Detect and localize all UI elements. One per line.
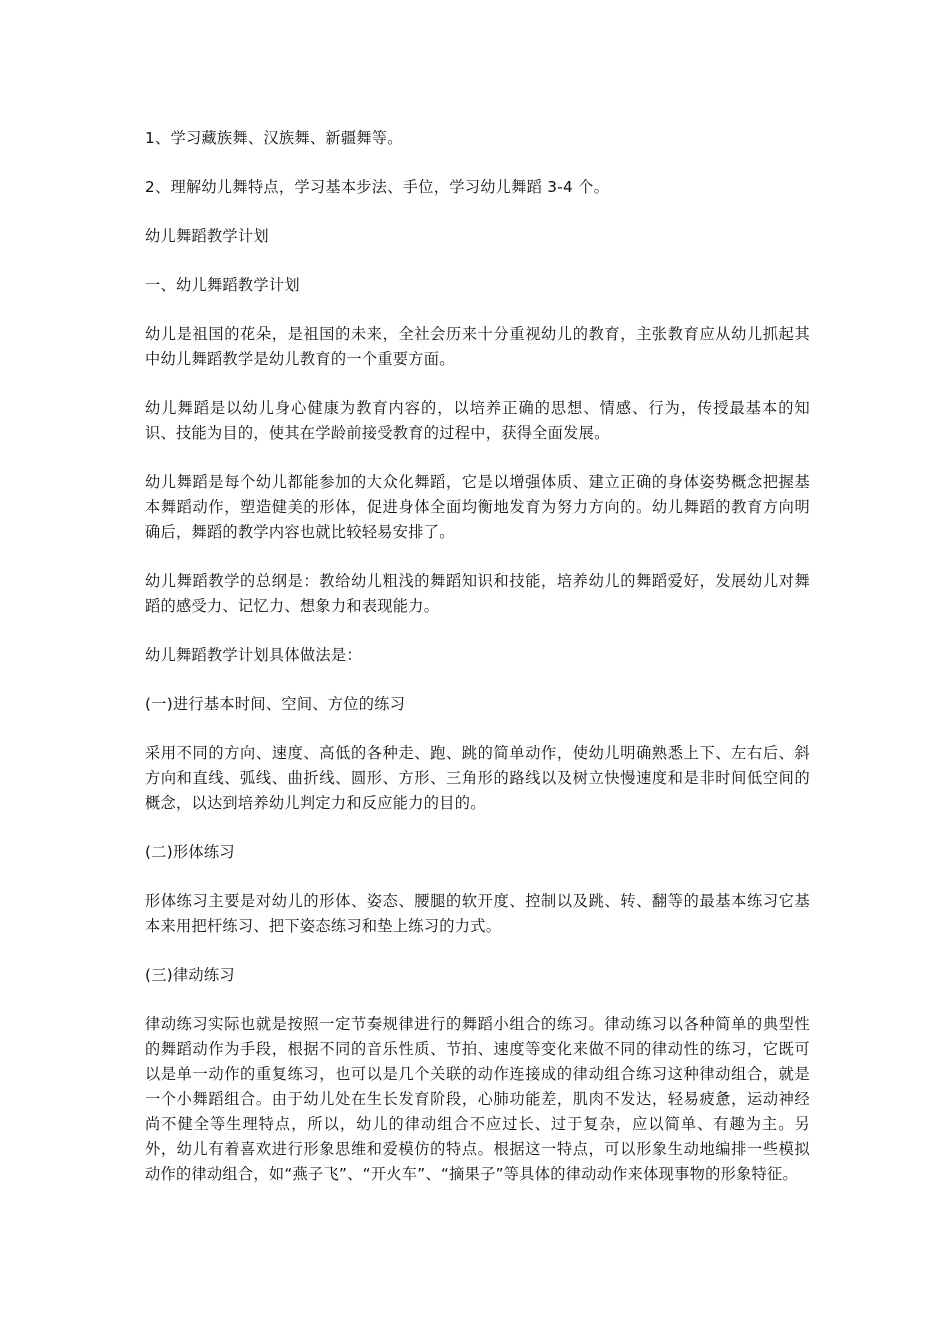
list-item-1: 1、学习藏族舞、汉族舞、新疆舞等。 <box>145 129 403 147</box>
body-paragraph: 幼儿是祖国的花朵，是祖国的未来，全社会历来十分重视幼儿的教育，主张教育应从幼儿抓起其中幼儿舞蹈教学是幼儿教育的一个重要方面。 <box>145 325 810 368</box>
document-body <box>145 126 810 1211</box>
document-title: 幼儿舞蹈教学计划 <box>145 227 269 245</box>
body-paragraph: 采用不同的方向、速度、高低的各种走、跑、跳的简单动作，使幼儿明确熟悉上下、左右后、斜方向和直线、弧线、曲折线、圆形、方形、三角形的路线以及树立快慢速度和是非时间低空间的概念，以达到培养幼儿判定力和反应能力的目的。 <box>145 744 810 812</box>
subsection-heading-3: (三)律动练习 <box>145 966 235 984</box>
body-paragraph: 幼儿舞蹈教学的总纲是：教给幼儿粗浅的舞蹈知识和技能，培养幼儿的舞蹈爱好，发展幼儿对舞蹈的感受力、记忆力、想象力和表现能力。 <box>145 572 810 615</box>
body-paragraph: 形体练习主要是对幼儿的形体、姿态、腰腿的软开度、控制以及跳、转、翻等的最基本练习它基本来用把杆练习、把下姿态练习和垫上练习的力式。 <box>145 892 810 935</box>
list-item-2: 2、理解幼儿舞特点，学习基本步法、手位，学习幼儿舞蹈 3-4 个。 <box>145 178 610 196</box>
subsection-heading-1: (一)进行基本时间、空间、方位的练习 <box>145 695 406 713</box>
section-heading-1: 一、幼儿舞蹈教学计划 <box>145 276 300 294</box>
body-paragraph: 律动练习实际也就是按照一定节奏规律进行的舞蹈小组合的练习。律动练习以各种简单的典型性的舞蹈动作为手段，根据不同的音乐性质、节拍、速度等变化来做不同的律动性的练习，它既可以是单一动作的重复练习，也可以是几个关联的动作连接成的律动组合练习这种律动组合，就是一个小舞蹈组合。由于幼儿处在生长发育阶段，心肺功能差，肌肉不发达，轻易疲惫，运动神经尚不健全等生理特点，所以，幼儿的律动组合不应过长、过于复杂，应以简单、有趣为主。另外，幼儿有着喜欢进行形象思维和爱模仿的特点。根据这一特点，可以形象生动地编排一些模拟动作的律动组合，如“燕子飞”、“开火车”、“摘果子”等具体的律动动作来体现事物的形象特征。 <box>145 1015 810 1183</box>
body-paragraph: 幼儿舞蹈是每个幼儿都能参加的大众化舞蹈，它是以增强体质、建立正确的身体姿势概念把握基本舞蹈动作，塑造健美的形体，促进身体全面均衡地发育为努力方向的。幼儿舞蹈的教育方向明确后，舞蹈的教学内容也就比较轻易安排了。 <box>145 473 810 541</box>
body-paragraph: 幼儿舞蹈是以幼儿身心健康为教育内容的，以培养正确的思想、情感、行为，传授最基本的知识、技能为目的，使其在学龄前接受教育的过程中，获得全面发展。 <box>145 399 810 442</box>
body-paragraph: 幼儿舞蹈教学计划具体做法是： <box>145 646 362 664</box>
subsection-heading-2: (二)形体练习 <box>145 843 235 861</box>
